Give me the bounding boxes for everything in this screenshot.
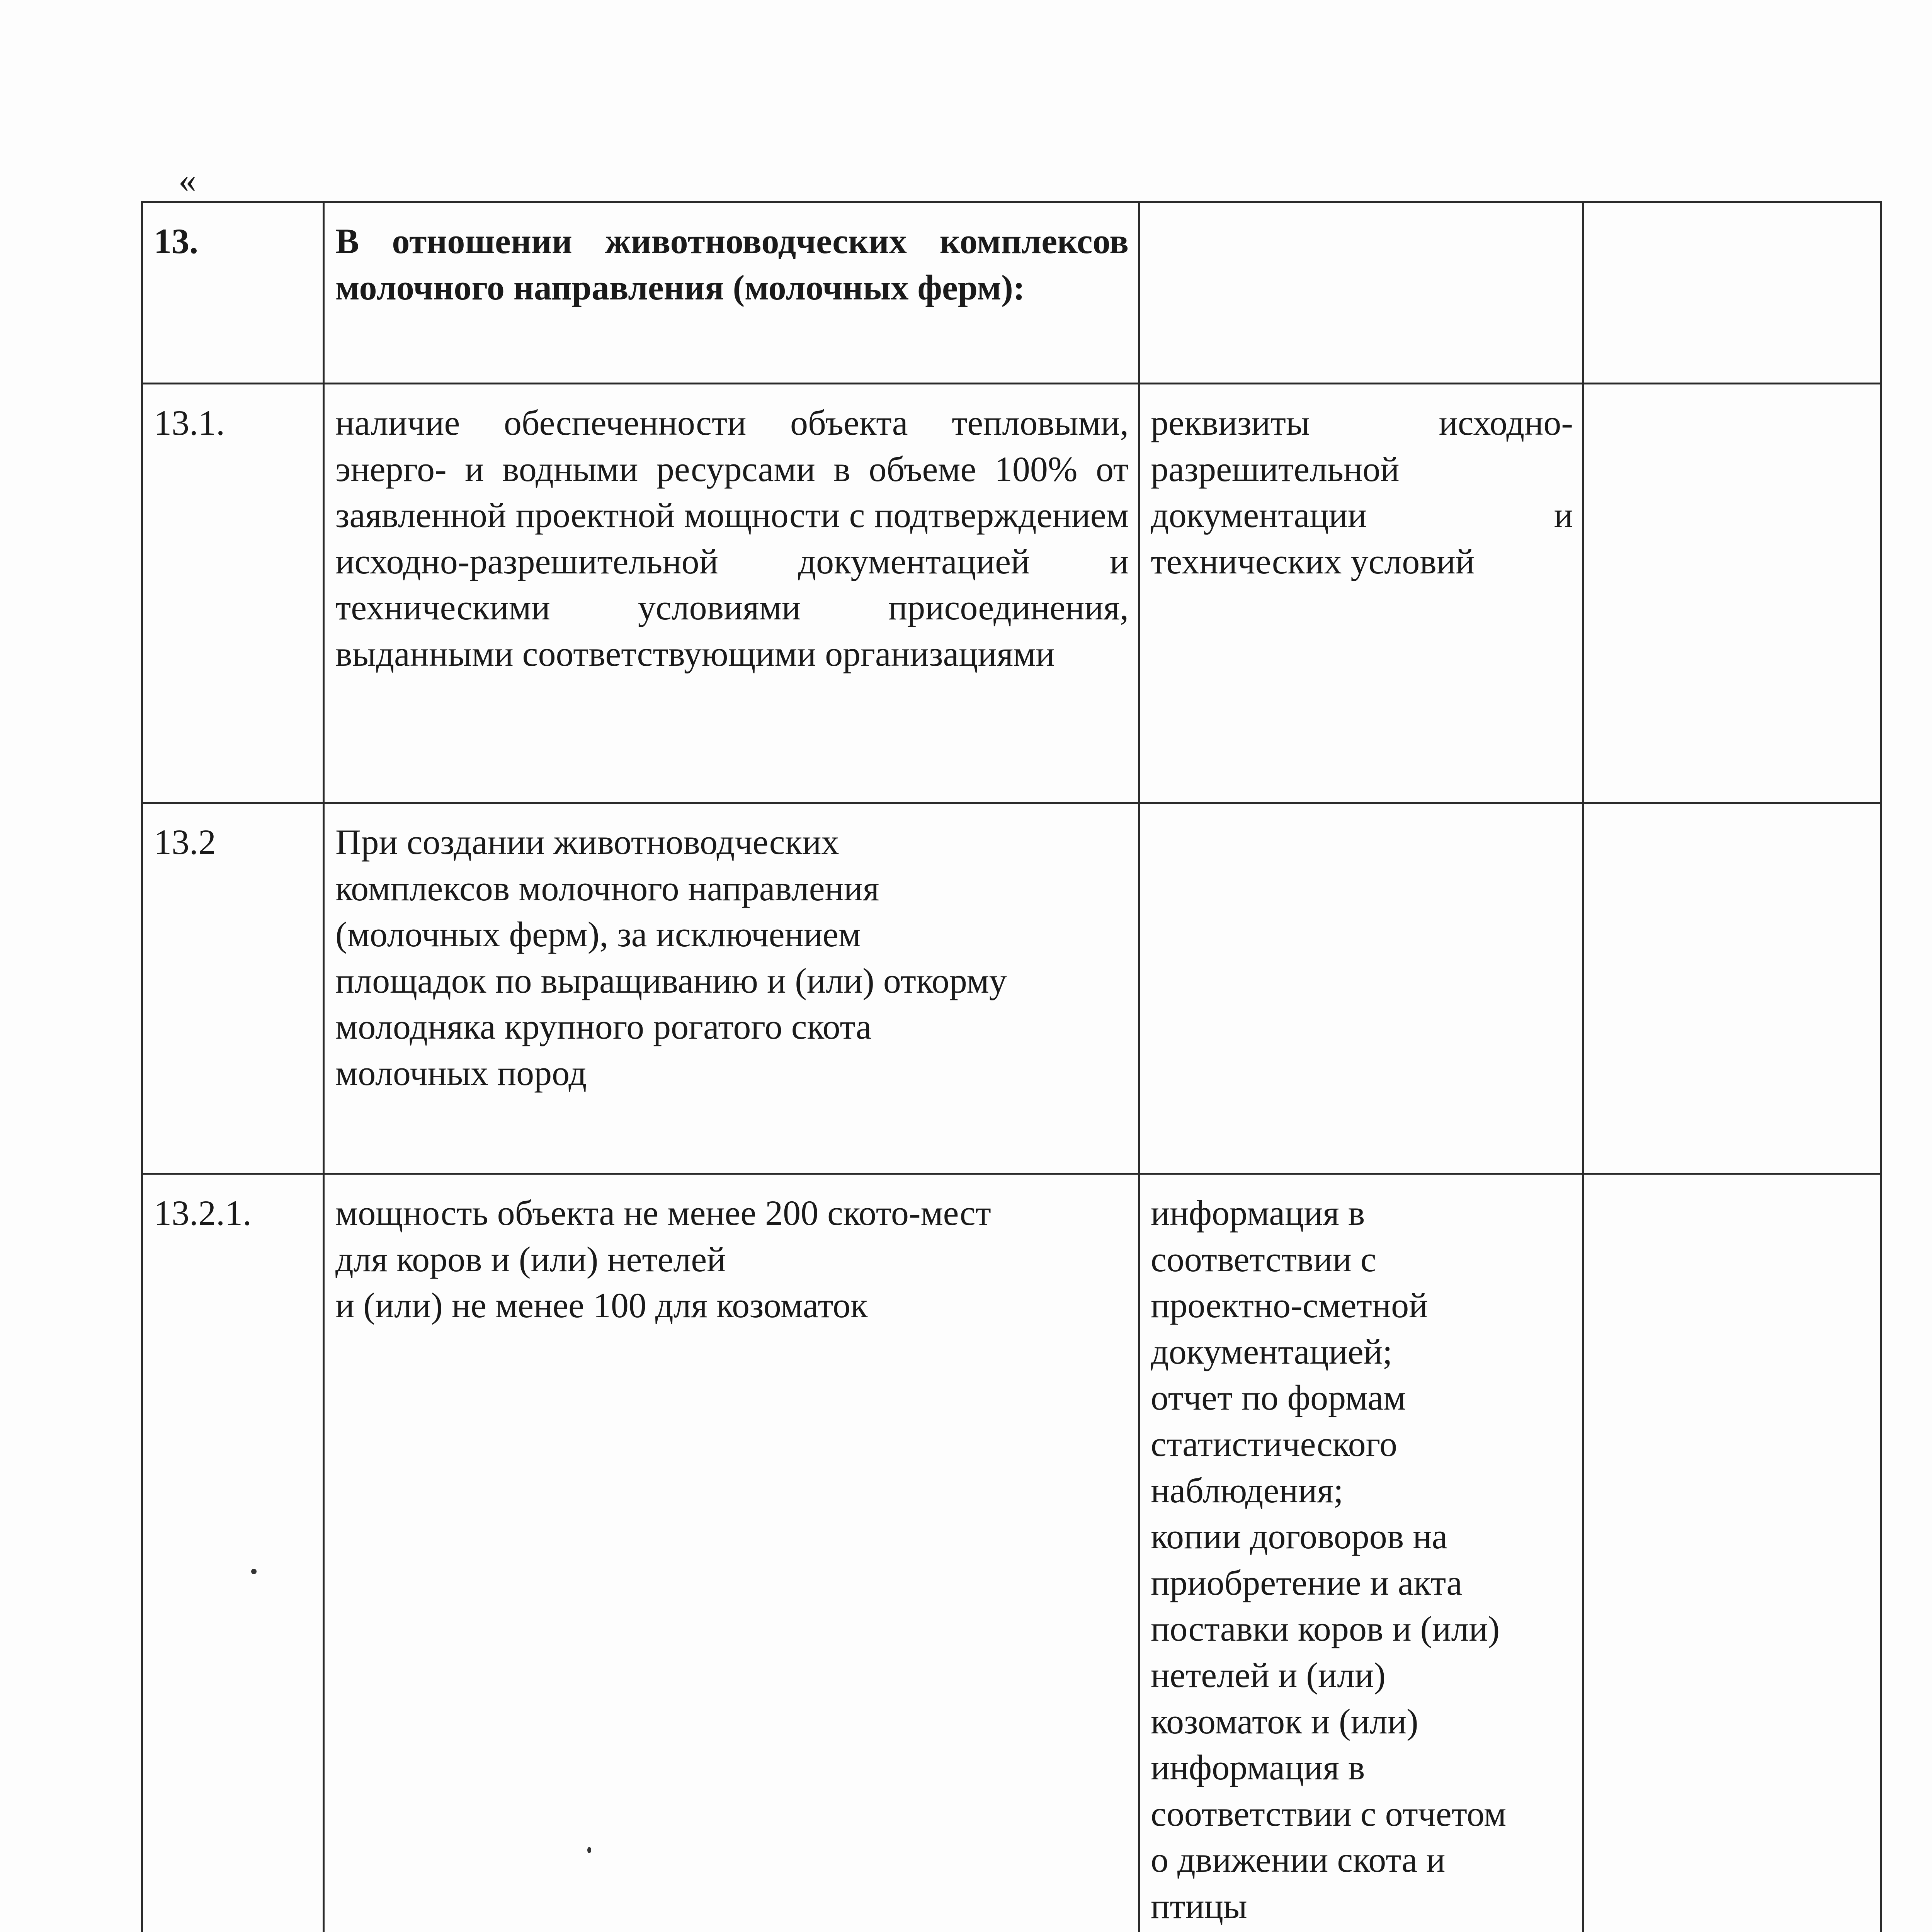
row-description: мощность объекта не менее 200 ското-мест для коров и (или) нетелей и (или) не менее 100 для козоматок bbox=[324, 1174, 1139, 1932]
row-number: 13.2 bbox=[142, 803, 324, 1174]
row-documents: информация в соответствии с проектно-сметной документацией; отчет по формам статистического наблюдения; копии договоров на приобретение и акта поставки коров и (или) нетелей и (или) козоматок и (или) информация в соответствии с отчетом о движении скота и птицы bbox=[1139, 1174, 1583, 1932]
row-description: При создании животноводческих комплексов молочного направления (молочных ферм), за исключением площадок по выращиванию и (или) откорму молодняка крупного рогатого скота молочных пород bbox=[324, 803, 1139, 1174]
row-number: 13. bbox=[142, 202, 324, 384]
row-extra bbox=[1583, 202, 1881, 384]
row-extra bbox=[1583, 1174, 1881, 1932]
table-row bbox=[142, 803, 1881, 1174]
row-number: 13.2.1. bbox=[142, 1174, 324, 1932]
corner-mark: « bbox=[179, 160, 196, 200]
table-row bbox=[142, 384, 1881, 803]
table-row bbox=[142, 1174, 1881, 1932]
row-extra bbox=[1583, 384, 1881, 803]
row-description: В отношении животноводческих комплексов молочного направления (молочных ферм): bbox=[324, 202, 1139, 384]
scan-speck bbox=[587, 1847, 591, 1853]
row-number: 13.1. bbox=[142, 384, 324, 803]
row-documents bbox=[1139, 803, 1583, 1174]
scan-speck bbox=[251, 1569, 257, 1574]
row-description: наличие обеспеченности объекта тепловыми, энерго- и водными ресурсами в объеме 100% от заявленной проектной мощности с подтверждением исходно-разрешительной документацией и техническими условиями присоединения, выданными соответствующими организациями bbox=[324, 384, 1139, 803]
requirements-table bbox=[141, 201, 1882, 1932]
row-documents bbox=[1139, 202, 1583, 384]
row-extra bbox=[1583, 803, 1881, 1174]
row-documents: реквизиты исходно-разрешительной документации и технических условий bbox=[1139, 384, 1583, 803]
table-row bbox=[142, 202, 1881, 384]
